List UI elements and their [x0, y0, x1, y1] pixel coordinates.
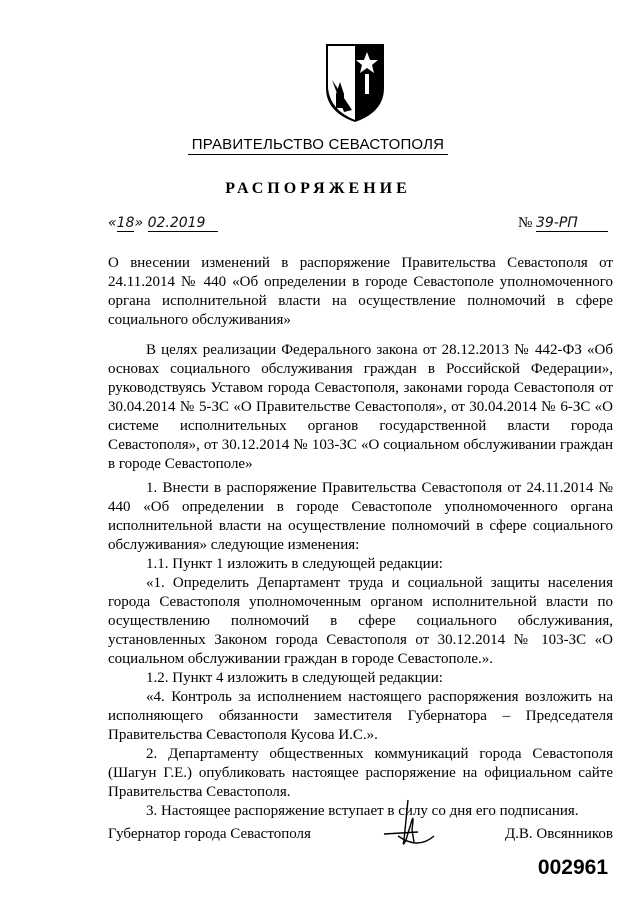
order-items: [108, 479, 613, 821]
item-1: 1. Внести в распоряжение Правительства Севастополя от 24.11.2014 № 440 «Об определении в городе Севастополе уполномоченного органа исполнительной власти на осуществление полномочий в сфере социального обслуживания» следующие изменения:: [108, 480, 613, 553]
government-title: ПРАВИТЕЛЬСТВО СЕВАСТОПОЛЯ: [0, 136, 636, 153]
signer-name: Д.В. Овсянников: [504, 826, 613, 842]
signer-position: Губернатор города Севастополя: [108, 826, 311, 842]
document-date: «18» 02.2019: [108, 215, 218, 232]
item-1-1-text: «1. Определить Департамент труда и социальной защиты населения города Севастополя уполномоченным органом исполнительной власти по осуществлению полномочий в сфере социального обслуживания, установленных Законом города Севастополя от 30.12.2014 № 103-ЗС «О социальном обслуживании граждан в городе Севастополе.».: [108, 575, 613, 667]
signature-line: [108, 826, 613, 843]
subject-text: О внесении изменений в распоряжение Правительства Севастополя от 24.11.2014 № 440 «Об определении в городе Севастополе уполномоченного органа исполнительной власти на осуществление полномочий в сфере социального обслуживания»: [108, 255, 613, 328]
item-2: 2. Департаменту общественных коммуникаций города Севастополя (Шагун Г.Е.) опубликовать настоящее распоряжение на официальном сайте Правительства Севастополя.: [108, 746, 613, 800]
handwritten-signature: [378, 790, 448, 860]
document-number: № 39-РП: [518, 215, 608, 232]
item-1-2-text: «4. Контроль за исполнением настоящего распоряжения возложить на исполняющего обязанности заместителя Губернатора – Председателя Правительства Севастополя Кусова И.С.».: [108, 689, 613, 743]
document-type: РАСПОРЯЖЕНИЕ: [225, 180, 411, 197]
sevastopol-coat-of-arms-icon: [322, 40, 388, 124]
item-1-2: 1.2. Пункт 4 изложить в следующей редакции:: [146, 670, 443, 686]
registration-number: 002961: [537, 856, 608, 879]
item-1-1: 1.1. Пункт 1 изложить в следующей редакции:: [146, 556, 443, 572]
preamble: [108, 341, 613, 474]
preamble-text: В целях реализации Федерального закона от 28.12.2013 № 442-ФЗ «Об основах социального обслуживания граждан в Российской Федерации», руководствуясь Уставом города Севастополя, законами города Севастополя от 30.04.2014 № 5-ЗС «О Правительстве Севастополя», от 30.04.2014 № 6-ЗС «О системе исполнительных органов государственной власти города Севастополя», от 30.12.2014 № 103-ЗС «О социальном обслуживании граждан в городе Севастополе»: [108, 342, 613, 472]
document-subject: [108, 254, 613, 330]
item-3: 3. Настоящее распоряжение вступает в силу со дня его подписания.: [146, 803, 579, 819]
